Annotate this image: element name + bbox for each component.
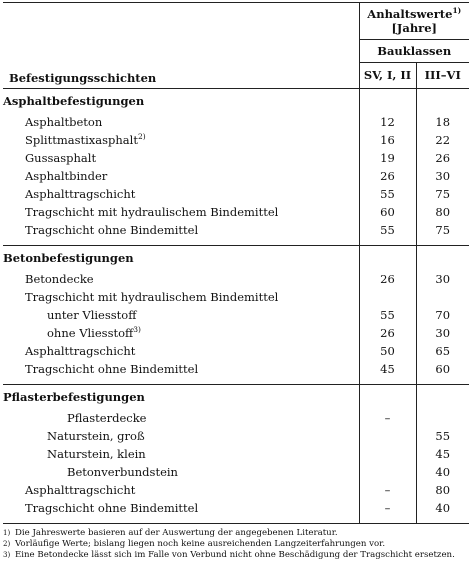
value-iii-vi: 60: [416, 360, 469, 378]
value-sv-i-ii: 16: [359, 131, 416, 149]
table-row: [3, 427, 469, 445]
pflaster-rows: [3, 409, 469, 517]
table-row: [3, 499, 469, 517]
table-row: [3, 270, 469, 288]
row-label-text: Tragschicht ohne Bindemittel: [25, 222, 199, 237]
beton-rows: [3, 270, 469, 378]
value-iii-vi: 70: [416, 306, 469, 324]
row-label: [3, 221, 359, 239]
value-sv-i-ii: 26: [359, 270, 416, 288]
header-row-low: [3, 63, 469, 89]
row-label: [3, 203, 359, 221]
table-row: [3, 113, 469, 131]
value-sv-i-ii: –: [359, 499, 416, 517]
column-header-sv-i-ii: SV, I, II: [359, 63, 416, 89]
row-label: [3, 445, 359, 463]
table-row: [3, 306, 469, 324]
table-row: [3, 342, 469, 360]
asphalt-section: [3, 88, 469, 113]
value-sv-i-ii: [359, 445, 416, 463]
value-sv-i-ii: [359, 427, 416, 445]
value-sv-i-ii: 55: [359, 221, 416, 239]
value-sv-i-ii: –: [359, 481, 416, 499]
beton-section: [3, 245, 469, 270]
value-sv-i-ii: [359, 463, 416, 481]
footnote-text: Eine Betondecke lässt sich im Falle von Verbund nicht ohne Beschädigung der Tragschicht ersetzen.: [15, 549, 455, 560]
table-row: [3, 167, 469, 185]
row-label-text: Pflasterdecke: [67, 410, 147, 425]
table-row: [3, 288, 469, 306]
row-label-text: Asphalttragschicht: [25, 482, 136, 497]
value-iii-vi: 75: [416, 185, 469, 203]
row-label-text: Naturstein, klein: [47, 446, 146, 461]
value-sv-i-ii: [359, 288, 416, 306]
footnote-text: Die Jahreswerte basieren auf der Auswertung der angegebenen Literatur.: [15, 527, 338, 538]
anhaltswerte-header: [359, 3, 469, 40]
row-label: [3, 270, 359, 288]
footnote-ref: 1): [452, 6, 462, 15]
value-sv-i-ii: 19: [359, 149, 416, 167]
row-label-text: Asphalttragschicht: [25, 186, 136, 201]
row-label-text: ohne Vliesstoff: [47, 325, 134, 340]
anhaltswerte-label: Anhaltswerte: [367, 7, 453, 21]
value-iii-vi: [416, 409, 469, 427]
row-label: [3, 463, 359, 481]
value-iii-vi: 75: [416, 221, 469, 239]
table-row: [3, 360, 469, 378]
table-row: [3, 481, 469, 499]
footnote: [3, 550, 469, 561]
asphalt-rows: [3, 113, 469, 239]
footnote-number: 1): [3, 528, 11, 537]
table-row: [3, 185, 469, 203]
value-iii-vi: 30: [416, 324, 469, 342]
table-row: [3, 149, 469, 167]
value-iii-vi: 26: [416, 149, 469, 167]
value-sv-i-ii: –: [359, 409, 416, 427]
footnotes: [3, 528, 469, 561]
bauklassen-header: Bauklassen: [359, 40, 469, 63]
row-label-text: Tragschicht ohne Bindemittel: [25, 500, 199, 515]
row-label: [3, 167, 359, 185]
column-header-iii-vi: III–VI: [416, 63, 469, 89]
jahre-label: [Jahre]: [391, 21, 437, 35]
value-sv-i-ii: 26: [359, 324, 416, 342]
value-sv-i-ii: 50: [359, 342, 416, 360]
table-row: [3, 203, 469, 221]
value-iii-vi: 45: [416, 445, 469, 463]
value-iii-vi: 22: [416, 131, 469, 149]
row-label-text: Asphaltbeton: [25, 114, 103, 129]
footnote-number: 2): [3, 539, 11, 548]
table-row: [3, 445, 469, 463]
value-iii-vi: [416, 288, 469, 306]
row-label-text: Splittmastixasphalt: [25, 132, 138, 147]
row-label-text: Tragschicht mit hydraulischem Bindemittel: [25, 289, 279, 304]
value-iii-vi: 55: [416, 427, 469, 445]
row-label: [3, 342, 359, 360]
row-label: [3, 185, 359, 203]
table-row: [3, 463, 469, 481]
value-iii-vi: 30: [416, 167, 469, 185]
value-sv-i-ii: 45: [359, 360, 416, 378]
value-iii-vi: 30: [416, 270, 469, 288]
layers-column-header: Befestigungsschichten: [9, 70, 157, 85]
pflaster-section: [3, 384, 469, 409]
footnote-ref: 3): [133, 324, 141, 334]
row-label: [3, 113, 359, 131]
group-row: [3, 245, 469, 270]
table-row: [3, 324, 469, 342]
value-sv-i-ii: 55: [359, 306, 416, 324]
value-sv-i-ii: 55: [359, 185, 416, 203]
table-row: [3, 409, 469, 427]
row-label: [3, 149, 359, 167]
row-label-text: Tragschicht ohne Bindemittel: [25, 361, 199, 376]
group-title: Betonbefestigungen: [3, 250, 134, 265]
header-row-top: [3, 3, 469, 40]
row-label: [3, 360, 359, 378]
row-label-text: Asphaltbinder: [25, 168, 108, 183]
value-iii-vi: 18: [416, 113, 469, 131]
row-label-text: unter Vliesstoff: [47, 307, 137, 322]
row-label: [3, 409, 359, 427]
service-life-table: [3, 2, 469, 524]
footnote: [3, 539, 469, 550]
value-sv-i-ii: 60: [359, 203, 416, 221]
row-label: [3, 131, 359, 149]
row-label: [3, 324, 359, 342]
value-iii-vi: 80: [416, 203, 469, 221]
row-label-text: Betonverbundstein: [67, 464, 178, 479]
row-label: [3, 481, 359, 499]
row-label: [3, 306, 359, 324]
header-row-mid: [3, 40, 469, 63]
table-row: [3, 131, 469, 149]
value-iii-vi: 80: [416, 481, 469, 499]
value-sv-i-ii: 12: [359, 113, 416, 131]
document: [3, 2, 469, 561]
footnote-text: Vorläufige Werte; bislang liegen noch keine ausreichenden Langzeiterfahrungen vor.: [15, 538, 386, 549]
footnote-ref: 2): [137, 131, 146, 141]
table-row: [3, 221, 469, 239]
row-label-text: Tragschicht mit hydraulischem Bindemittel: [25, 204, 279, 219]
group-row: [3, 88, 469, 113]
footnote: [3, 528, 469, 539]
row-label-text: Gussasphalt: [25, 150, 97, 165]
row-label-text: Naturstein, groß: [47, 428, 145, 443]
row-label-text: Asphalttragschicht: [25, 343, 136, 358]
value-iii-vi: 65: [416, 342, 469, 360]
row-label-text: Betondecke: [25, 271, 94, 286]
row-label: [3, 427, 359, 445]
group-title: Pflasterbefestigungen: [3, 389, 145, 404]
value-iii-vi: 40: [416, 463, 469, 481]
group-row: [3, 384, 469, 409]
footnote-number: 3): [3, 550, 11, 559]
row-label: [3, 288, 359, 306]
group-title: Asphaltbefestigungen: [3, 93, 145, 108]
value-sv-i-ii: 26: [359, 167, 416, 185]
row-label: [3, 499, 359, 517]
value-iii-vi: 40: [416, 499, 469, 517]
